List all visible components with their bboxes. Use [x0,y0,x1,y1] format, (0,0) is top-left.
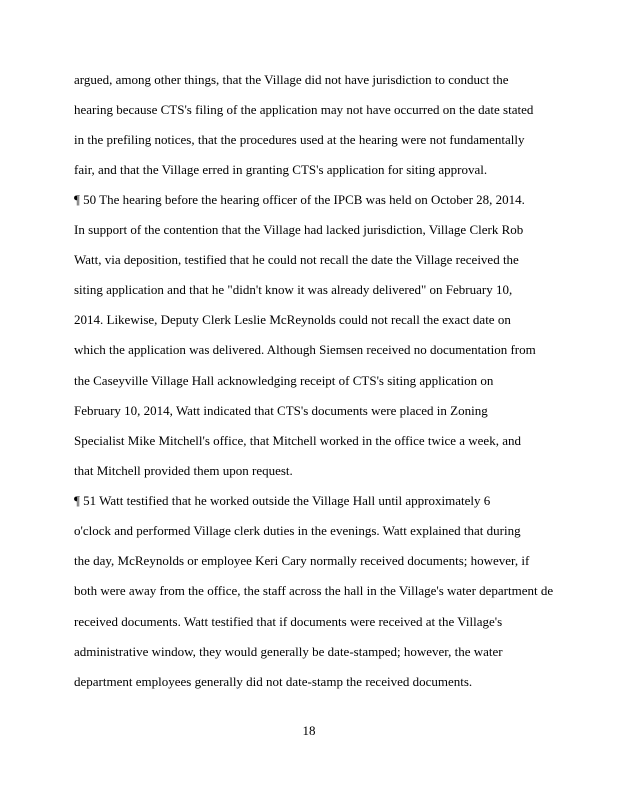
text-line: hearing because CTS's filing of the application may not have occurred on the date stated [74,102,534,117]
text-line: siting application and that he "didn't know it was already delivered" on February 10, [74,282,513,297]
text-line: that Mitchell provided them upon request. [74,463,293,478]
text-line: the day, McReynolds or employee Keri Cary normally received documents; however, if [74,553,530,568]
text-line: administrative window, they would generally be date-stamped; however, the water [74,644,503,659]
text-line: both were away from the office, the staff across the hall in the Village's water department de [74,583,554,598]
page-number: 18 [302,723,316,738]
text-line: received documents. Watt testified that if documents were received at the Village's [74,614,503,629]
paragraph-50-start: ¶ 50 The hearing before the hearing officer of the IPCB was held on October 28, 2014. [74,192,525,207]
text-line: In support of the contention that the Village had lacked jurisdiction, Village Clerk Rob [74,222,524,237]
text-line: Watt, via deposition, testified that he could not recall the date the Village received the [74,252,519,267]
text-line: department employees generally did not date-stamp the received documents. [74,674,473,689]
text-line: fair, and that the Village erred in granting CTS's application for siting approval. [74,162,488,177]
text-line: February 10, 2014, Watt indicated that CTS's documents were placed in Zoning [74,403,488,418]
text-line: in the prefiling notices, that the procedures used at the hearing were not fundamentally [74,132,525,147]
paragraph-51-start: ¶ 51 Watt testified that he worked outside the Village Hall until approximately 6 [74,493,491,508]
text-line: argued, among other things, that the Village did not have jurisdiction to conduct the [74,72,509,87]
text-line: 2014. Likewise, Deputy Clerk Leslie McReynolds could not recall the exact date on [74,312,511,327]
text-line: the Caseyville Village Hall acknowledging receipt of CTS's siting application on [74,373,494,388]
text-line: which the application was delivered. Although Siemsen received no documentation from [74,342,536,357]
text-line: Specialist Mike Mitchell's office, that Mitchell worked in the office twice a week, and [74,433,521,448]
text-line: o'clock and performed Village clerk duties in the evenings. Watt explained that during [74,523,521,538]
